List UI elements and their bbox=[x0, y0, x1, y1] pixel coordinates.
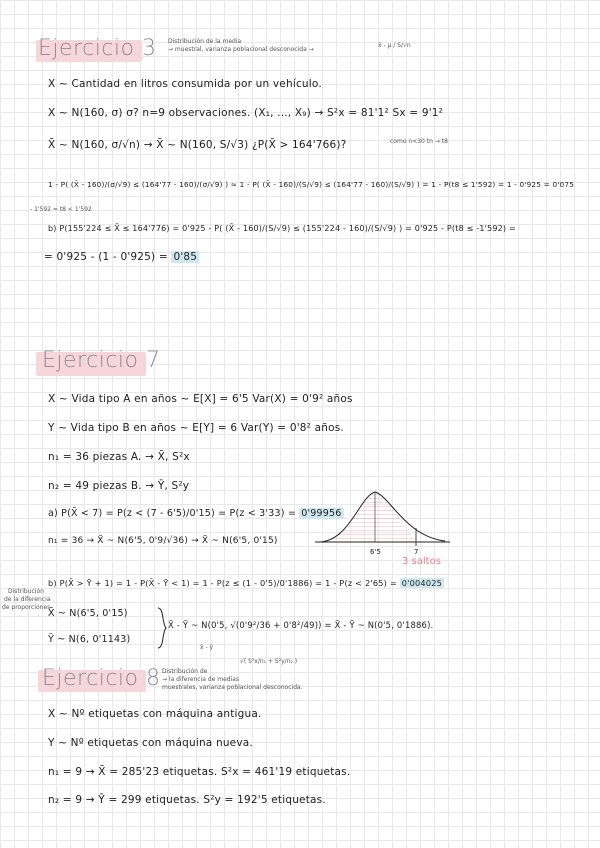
exercise-8-line-2: Y ~ Nº etiquetas con máquina nueva. bbox=[48, 737, 253, 749]
exercise-3-line-4-note: - 1'592 = t8 < 1'592 bbox=[30, 206, 92, 213]
exercise-7-line-6: n₁ = 36 → X̄ ~ N(6'5, 0'9/√36) → X̄ ~ N(6'5, 0'15) bbox=[48, 536, 278, 546]
exercise-7-side-note-1: Distribución bbox=[8, 588, 44, 595]
exercise-8-note-3: muestrales, varianza poblacional desconocida. bbox=[162, 684, 303, 691]
exercise-8-title: Ejercicio 8 bbox=[42, 666, 161, 691]
exercise-7-line-1: X ~ Vida tipo A en años ~ E[X] = 6'5 Var(X) = 0'9² años bbox=[48, 393, 353, 405]
exercise-3-result: 0'85 bbox=[173, 251, 198, 263]
exercise-7-title: Ejercicio 7 bbox=[42, 348, 161, 373]
exercise-3-side-note: como n<30 tn → t8 bbox=[390, 138, 448, 145]
exercise-8-note-1: Distribución de bbox=[162, 668, 208, 675]
exercise-3-title: Ejercicio 3 bbox=[38, 36, 157, 61]
curve-label-cut: 7 bbox=[414, 548, 419, 556]
exercise-3-line-5: b) P(155'224 ≤ X̄ ≤ 164'776) = 0'925 - P( (X̄ - 160)/(S/√9) ≤ (155'224 - 160)/(S/√9) ) = 0'925 - P(t8 ≤ -1'592) = bbox=[48, 224, 516, 233]
exercise-8-line-4: n₂ = 9 → Ȳ = 299 etiquetas. S²y = 192'5 etiquetas. bbox=[48, 794, 326, 806]
exercise-3-note-formula: x̄ - μ / S/√n bbox=[378, 42, 411, 49]
exercise-7-line-3: n₁ = 36 piezas A. → X̄, S²x bbox=[48, 451, 190, 463]
exercise-3-note-2: → muestral, varianza poblacional desconocida → bbox=[168, 46, 314, 53]
curve-note: 3 saltos bbox=[402, 556, 441, 567]
exercise-3-line-3: X̄ ~ N(160, σ/√n) → X̄ ~ N(160, S/√3) ¿P(X̄ > 164'766)? bbox=[48, 139, 347, 151]
exercise-7-line-5 bbox=[48, 508, 344, 519]
exercise-7-line-8c: X̄ - Ȳ ~ N(0'5, √(0'9²/36 + 0'8²/49)) = X̄ - Ȳ ~ N(0'5, 0'1886). bbox=[168, 620, 434, 630]
exercise-7-result-b: 0'004025 bbox=[401, 578, 443, 588]
exercise-7-result-a: 0'99956 bbox=[301, 508, 342, 519]
exercise-8-line-1: X ~ Nº etiquetas con máquina antigua. bbox=[48, 708, 262, 720]
normal-curve-sketch bbox=[310, 486, 460, 566]
exercise-7-side-note-2: de la diferencia bbox=[4, 596, 51, 603]
exercise-8-note-2: → la diferencia de medias bbox=[162, 676, 240, 683]
exercise-3-note-1: Distribución de la media bbox=[168, 38, 242, 45]
exercise-7-side-note-3: de proporciones bbox=[2, 604, 51, 611]
exercise-7-line-7-prefix: b) P(X̄ > Ȳ + 1) = 1 - P(X̄ - Ȳ < 1) = 1 - P(z ≤ (1 - 0'5)/0'1886) = 1 - P(z < 2'65) = bbox=[48, 578, 400, 588]
exercise-7-line-2: Y ~ Vida tipo B en años ~ E[Y] = 6 Var(Y) = 0'8² años. bbox=[48, 422, 344, 434]
exercise-3-line-1: X ~ Cantidad en litros consumida por un vehículo. bbox=[48, 78, 322, 90]
exercise-3-line-4: 1 - P( (X̄ - 160)/(σ/√9) ≤ (164'77 - 160)/(σ/√9) ) ≈ 1 - P( (X̄ - 160)/(S/√9) ≤ (164'77 - 160)/(S/√9) ) = 1 - P(t8 ≤ 1'592) = 1 - 0'925 = 0'075 bbox=[48, 180, 575, 189]
exercise-7-line-8-note: x̄ - ȳ bbox=[200, 644, 214, 651]
brace-symbol bbox=[156, 606, 168, 650]
exercise-8-line-3: n₁ = 9 → X̄ = 285'23 etiquetas. S²x = 461'19 etiquetas. bbox=[48, 766, 351, 778]
exercise-7-line-8a: X̄ ~ N(6'5, 0'15) bbox=[48, 608, 128, 619]
exercise-3-line-6 bbox=[44, 251, 199, 263]
exercise-7-line-5-prefix: a) P(X̄ < 7) = P(z < (7 - 6'5)/0'15) = P(z < 3'33) = bbox=[48, 508, 300, 519]
curve-label-mean: 6'5 bbox=[370, 548, 381, 556]
exercise-7-line-8b: Ȳ ~ N(6, 0'1143) bbox=[48, 634, 131, 645]
exercise-7-line-7 bbox=[48, 578, 444, 588]
exercise-7-line-4: n₂ = 49 piezas B. → Ȳ, S²y bbox=[48, 480, 190, 492]
exercise-8-note-formula: √( S²x/n₁ + S²y/n₂ ) bbox=[240, 658, 298, 665]
exercise-3-line-2: X ~ N(160, σ) σ? n=9 observaciones. (X₁, ..., X₉) → S²x = 81'1² Sx = 9'1² bbox=[48, 107, 444, 119]
exercise-3-line-6-prefix: = 0'925 - (1 - 0'925) = bbox=[44, 251, 172, 263]
